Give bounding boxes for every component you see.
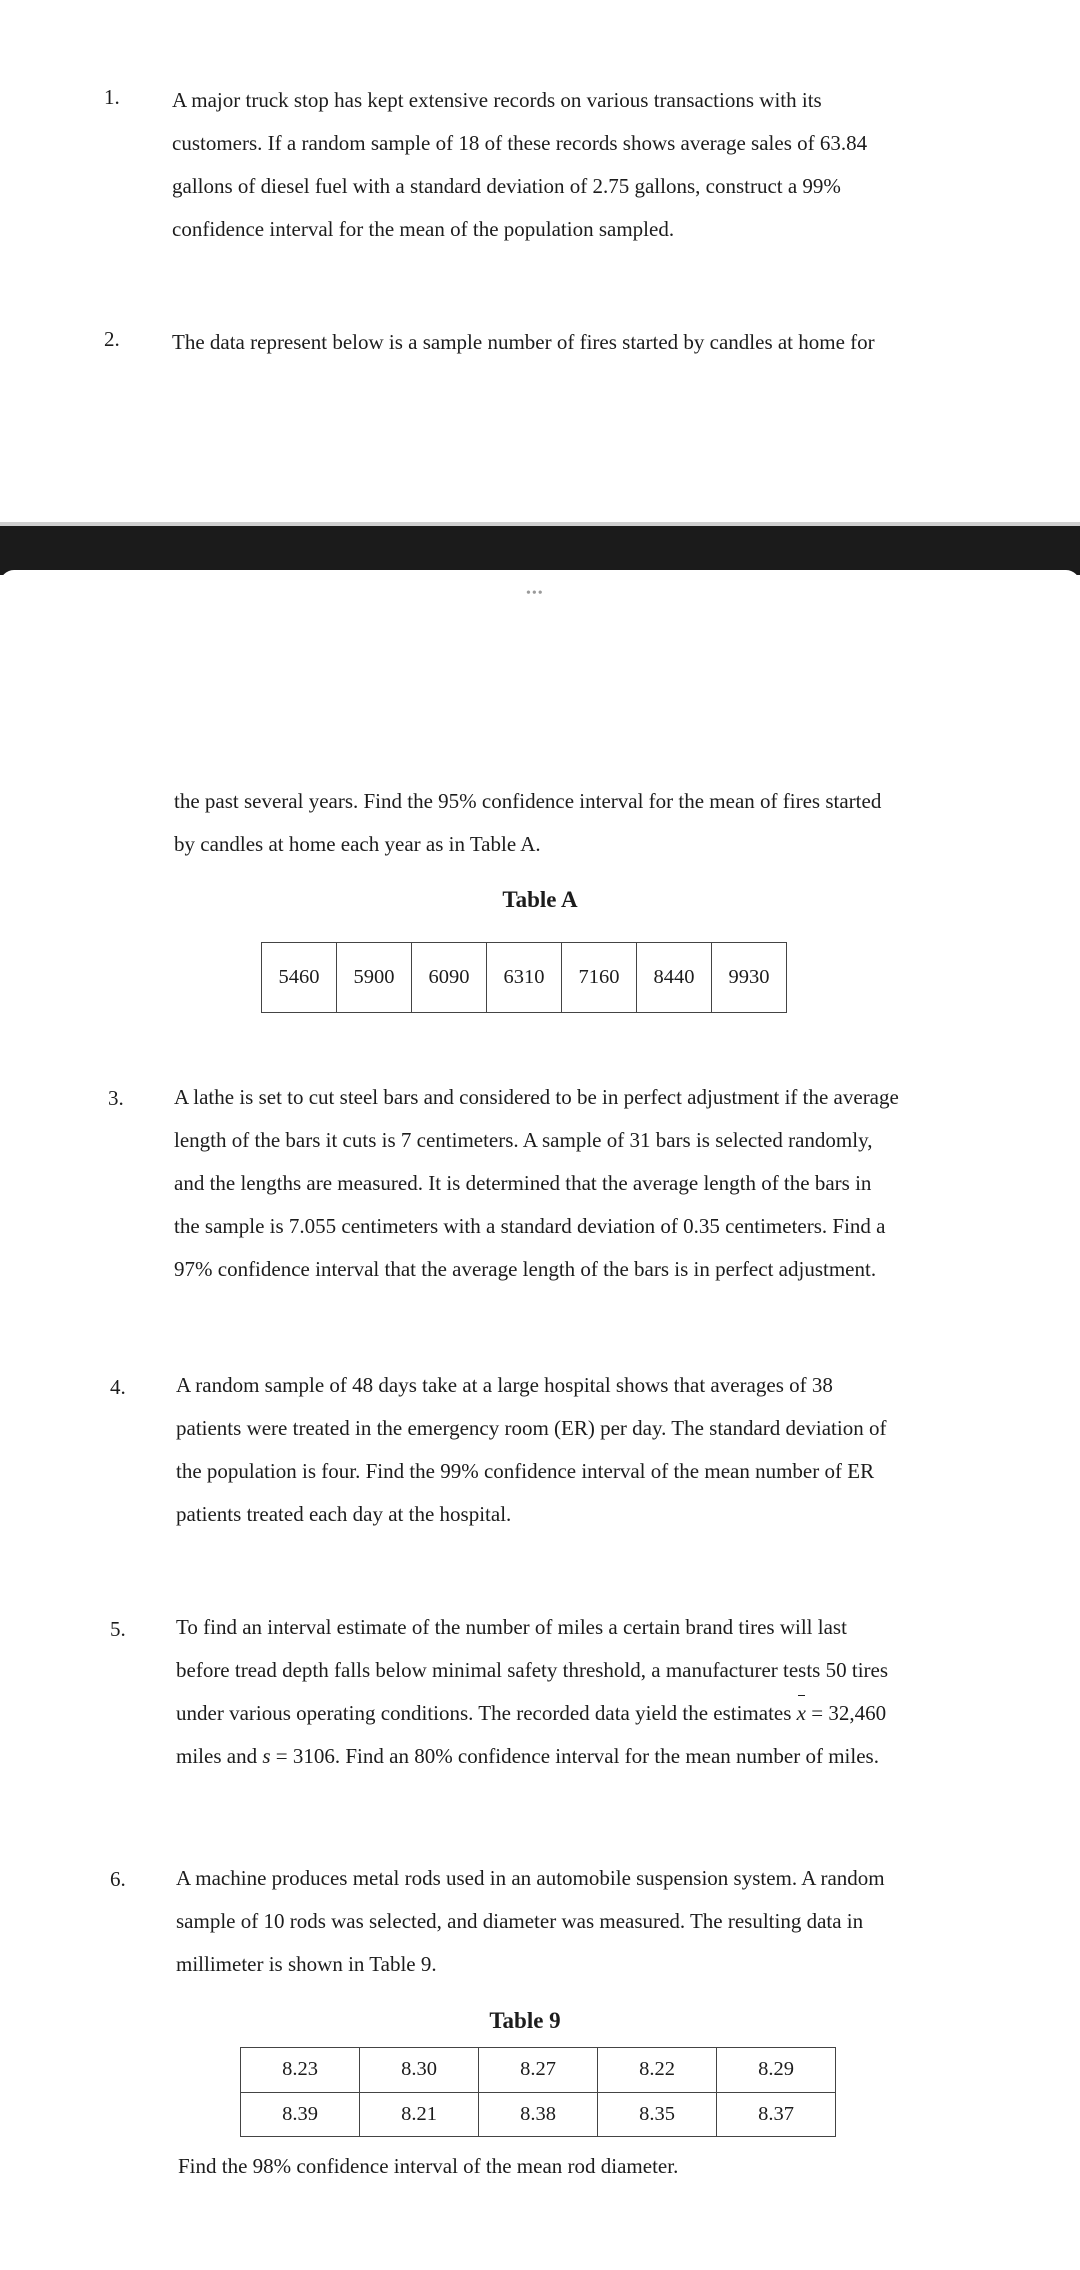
question-5-text: [176, 1606, 940, 1778]
sample-sd-symbol: s: [262, 1744, 271, 1768]
question-6-line: millimeter is shown in Table 9.: [176, 1952, 437, 1976]
table-cell: 6090: [412, 943, 487, 1013]
question-3-line: 97% confidence interval that the average length of the bars is in perfect adjustment.: [174, 1257, 877, 1281]
question-6-text: [176, 1857, 940, 1986]
table-cell: 8.30: [360, 2048, 479, 2093]
more-options-icon[interactable]: •••: [526, 586, 544, 601]
question-4-line: the population is four. Find the 99% confidence interval of the mean number of ER: [176, 1459, 875, 1483]
question-3-line: the sample is 7.055 centimeters with a standard deviation of 0.35 centimeters. Find a: [174, 1214, 886, 1238]
question-4-line: patients treated each day at the hospital.: [176, 1502, 512, 1526]
table-row: [241, 2048, 836, 2093]
table-a-caption: Table A: [502, 887, 578, 912]
question-2-text-top: [172, 321, 940, 364]
table-9-caption: Table 9: [489, 2008, 561, 2033]
table-cell: 8.22: [598, 2048, 717, 2093]
question-6-number: 6.: [110, 1867, 126, 1891]
table-cell: 5460: [262, 943, 337, 1013]
table-cell: 8.23: [241, 2048, 360, 2093]
table-cell: 6310: [487, 943, 562, 1013]
question-1-text: [172, 79, 940, 251]
question-3-line: and the lengths are measured. It is determined that the average length of the bars in: [174, 1171, 872, 1195]
question-3-line: length of the bars it cuts is 7 centimeters. A sample of 31 bars is selected randomly,: [174, 1128, 873, 1152]
question-3-number: 3.: [108, 1086, 124, 1110]
question-1-number: 1.: [104, 85, 120, 109]
table-a: [261, 942, 787, 1013]
table-cell: 8.38: [479, 2092, 598, 2137]
table-cell: 8440: [637, 943, 712, 1013]
question-4-number: 4.: [110, 1375, 126, 1399]
question-5-line: [176, 1692, 940, 1735]
table-cell: 5900: [337, 943, 412, 1013]
question-6-line: sample of 10 rods was selected, and diameter was measured. The resulting data in: [176, 1909, 864, 1933]
table-9: [240, 2047, 836, 2137]
question-4-text: [176, 1364, 930, 1536]
table-cell: 8.39: [241, 2092, 360, 2137]
table-cell: 8.37: [717, 2092, 836, 2137]
table-cell: 9930: [712, 943, 787, 1013]
table-row: [241, 2092, 836, 2137]
question-2-line: by candles at home each year as in Table A.: [174, 832, 541, 856]
question-1-line: A major truck stop has kept extensive records on various transactions with its: [172, 88, 822, 112]
question-1-line: customers. If a random sample of 18 of these records shows average sales of 63.84: [172, 131, 868, 155]
question-5-line-text: = 3106. Find an 80% confidence interval for the mean number of miles.: [270, 1744, 879, 1768]
question-6-line: A machine produces metal rods used in an automobile suspension system. A random: [176, 1866, 885, 1890]
sample-mean-symbol: x: [797, 1692, 806, 1735]
question-5-line-text: = 32,460: [806, 1701, 887, 1725]
question-2-line: The data represent below is a sample number of fires started by candles at home for: [172, 330, 875, 354]
question-5-line-text: miles and: [176, 1744, 263, 1768]
table-cell: 8.27: [479, 2048, 598, 2093]
table-cell: 8.21: [360, 2092, 479, 2137]
question-2-text-bottom: [174, 780, 942, 866]
table-cell: 7160: [562, 943, 637, 1013]
table-cell: 8.35: [598, 2092, 717, 2137]
question-4-line: patients were treated in the emergency room (ER) per day. The standard deviation of: [176, 1416, 887, 1440]
question-1-line: confidence interval for the mean of the population sampled.: [172, 217, 675, 241]
table-cell: 8.29: [717, 2048, 836, 2093]
question-5-line: [176, 1735, 940, 1778]
question-6-closing: Find the 98% confidence interval of the mean rod diameter.: [178, 2154, 679, 2178]
question-3-line: A lathe is set to cut steel bars and considered to be in perfect adjustment if the average: [174, 1085, 899, 1109]
table-row: [262, 943, 787, 1013]
question-2-line: the past several years. Find the 95% confidence interval for the mean of fires started: [174, 789, 882, 813]
question-5-line: before tread depth falls below minimal safety threshold, a manufacturer tests 50 tires: [176, 1658, 889, 1682]
question-2-number: 2.: [104, 327, 120, 351]
question-5-number: 5.: [110, 1617, 126, 1641]
question-5-line: To find an interval estimate of the number of miles a certain brand tires will last: [176, 1615, 847, 1639]
capture-divider-band: [0, 526, 1080, 575]
question-5-line-text: under various operating conditions. The recorded data yield the estimates: [176, 1701, 797, 1725]
question-4-line: A random sample of 48 days take at a large hospital shows that averages of 38: [176, 1373, 833, 1397]
question-1-line: gallons of diesel fuel with a standard deviation of 2.75 gallons, construct a 99%: [172, 174, 841, 198]
question-3-text: [174, 1076, 940, 1291]
